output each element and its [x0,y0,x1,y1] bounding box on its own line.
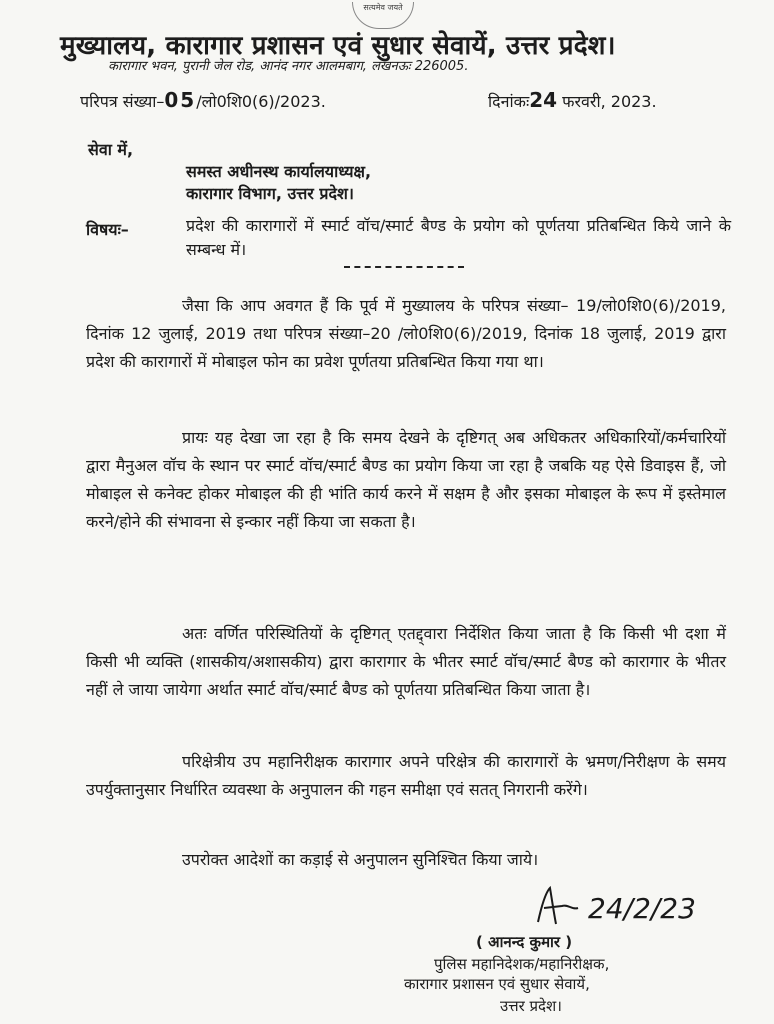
handwritten-signature [528,884,718,930]
paragraph-2: प्रायः यह देखा जा रहा है कि समय देखने के दृष्टिगत् अब अधिकतर अधिकारियों/कर्मचारियों द्वारा मैनुअल वॉच के स्थान पर स्मार्ट वॉच/स्मार्ट बैण्ड का प्रयोग किया जा रहा है जबकि यह ऐसे डिवाइस हैं, जो मोबाइल से कनेक्ट होकर मोबाइल की ही भांति कार्य करने में सक्षम है और इसका मोबाइल के रूप में इस्तेमाल करने/होने की संभावना से इन्कार नहीं किया जा सकता है। [86,428,726,531]
date-rest: फरवरी, 2023. [562,92,657,111]
recipient-line-1: समस्त अधीनस्थ कार्यालयाध्यक्ष, [186,162,372,181]
circular-reference [80,88,326,112]
salutation: सेवा में, [88,140,134,159]
signatory-name: ( आनन्द कुमार ) [476,933,573,951]
subject-text: प्रदेश की कारागारों में स्मार्ट वॉच/स्मार्ट बैण्ड के प्रयोग को पूर्णतया प्रतिबन्धित किये जाने के सम्बन्ध में। [186,216,731,259]
signatory-designation-2: कारागार प्रशासन एवं सुधार सेवायें, [404,975,590,993]
signature-date: 24/2/23 [588,892,696,925]
paragraph-1: जैसा कि आप अवगत हैं कि पूर्व में मुख्यालय के परिपत्र संख्या– 19/लो0शि0(6)/2019, दिनांक 12 जुलाई, 2019 तथा परिपत्र संख्या–20 /लो0शि0(6)/2019, दिनांक 18 जुलाई, 2019 द्वारा प्रदेश की कारागारों में मोबाइल फोन का प्रवेश पूर्णतया प्रतिबन्धित किया गया था। [86,296,726,371]
circular-date [488,88,657,112]
reference-number: 05 [164,88,197,112]
paragraph-5: उपरोक्त आदेशों का कड़ाई से अनुपालन सुनिश्चित किया जाये। [182,850,539,869]
signatory-designation-1: पुलिस महानिदेशक/महानिरीक्षक, [434,955,610,973]
recipient-line-2: कारागार विभाग, उत्तर प्रदेश। [186,184,354,203]
date-day: 24 [529,88,558,112]
office-title: मुख्यालय, कारागार प्रशासन एवं सुधार सेवायें, उत्तर प्रदेश। [60,31,616,61]
subject-label: विषयः– [86,220,129,239]
date-label: दिनांकः [488,92,530,111]
divider [344,266,464,268]
paragraph-3: अतः वर्णित परिस्थितियों के दृष्टिगत् एतद्द्वारा निर्देशित किया जाता है कि किसी भी दशा में किसी भी व्यक्ति (शासकीय/अशासकीय) द्वारा कारागार के भीतर स्मार्ट वॉच/स्मार्ट बैण्ड को कारागार के भीतर नहीं ले जाया जायेगा अर्थात स्मार्ट वॉच/स्मार्ट बैण्ड को पूर्णतया प्रतिबन्धित किया जाता है। [86,624,726,699]
emblem-seal [352,2,414,29]
paragraph-4: परिक्षेत्रीय उप महानिरीक्षक कारागार अपने परिक्षेत्र की कारागारों के भ्रमण/निरीक्षण के समय उपर्युक्तानुसार निर्धारित व्यवस्था के अनुपालन की गहन समीक्षा एवं सतत् निगरानी करेंगे। [86,752,726,799]
signatory-designation-3: उत्तर प्रदेश। [500,997,562,1015]
reference-label: परिपत्र संख्या– [80,92,165,111]
office-address: कारागार भवन, पुरानी जेल रोड, आनंद नगर आलमबाग, लखनऊः 226005. [108,59,469,74]
seal-text: सत्यमेव जयते [363,3,403,12]
reference-suffix: /लो0शि0(6)/2023. [196,92,326,111]
